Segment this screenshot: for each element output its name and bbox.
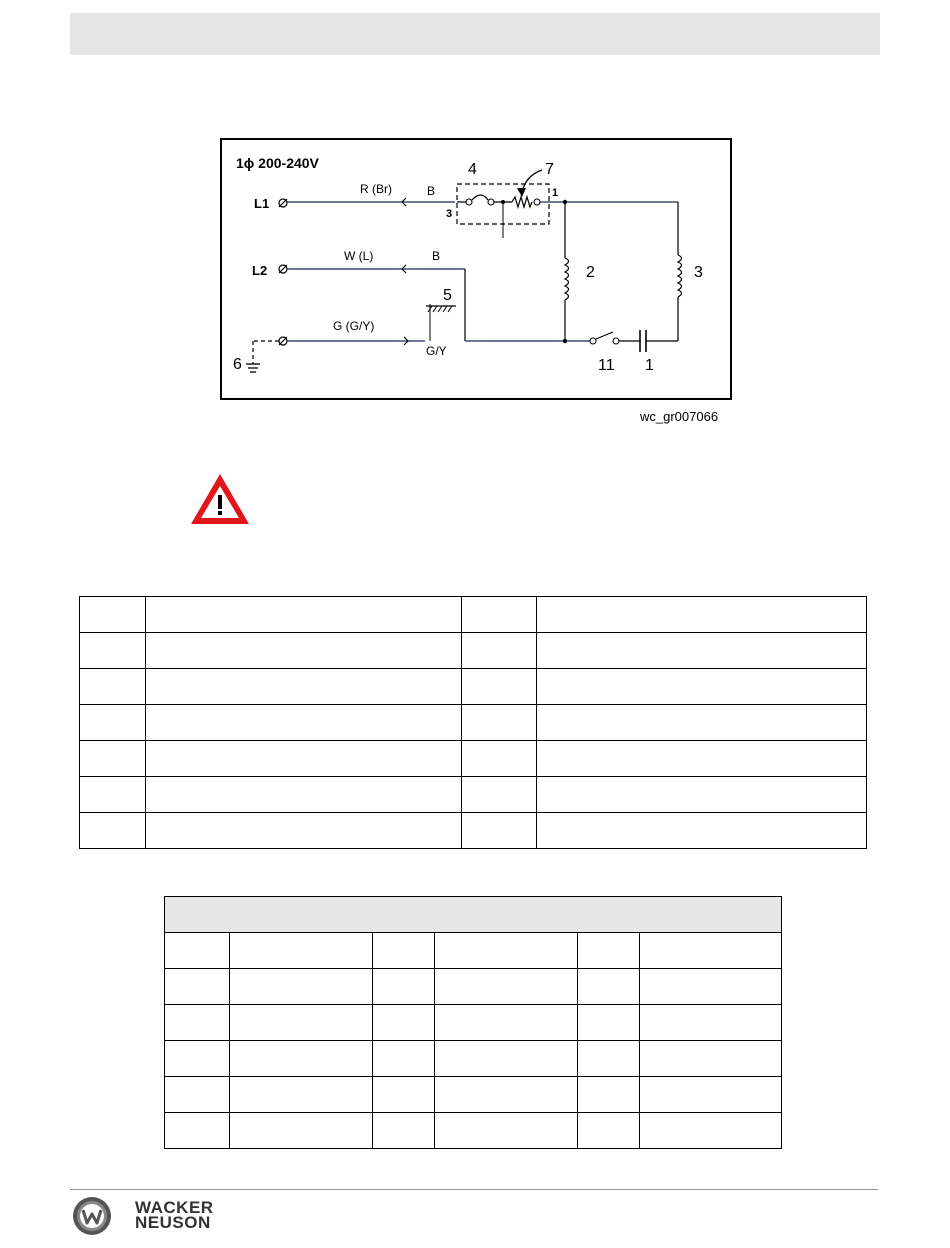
table-row — [165, 1041, 782, 1077]
callout-2: 2 — [586, 264, 595, 281]
callout-6: 6 — [233, 356, 242, 373]
warning-triangle-icon — [188, 471, 252, 527]
brand-line-2: NEUSON — [135, 1213, 211, 1232]
callout-11: 11 — [598, 357, 615, 374]
table-row — [80, 741, 867, 777]
table-row — [80, 705, 867, 741]
terminal-l1-label: L1 — [254, 196, 270, 211]
wire-label-gy: G/Y — [426, 344, 447, 358]
table-row — [165, 933, 782, 969]
table-row — [165, 969, 782, 1005]
table-row — [80, 669, 867, 705]
wire-label-w-l: W (L) — [344, 249, 374, 263]
callout-3: 3 — [694, 264, 703, 281]
wiring-diagram — [220, 138, 732, 400]
pin-3-label: 3 — [446, 208, 453, 220]
wire-label-b-top: B — [427, 184, 436, 198]
callout-5: 5 — [443, 287, 452, 304]
table-row — [80, 777, 867, 813]
brand-line-1: WACKER — [135, 1198, 214, 1217]
wire-label-b-mid: B — [432, 249, 441, 263]
wire-label-r-br: R (Br) — [360, 182, 392, 196]
callout-7: 7 — [545, 161, 554, 178]
table-row — [80, 597, 867, 633]
table-row — [80, 633, 867, 669]
wire-color-table — [164, 896, 782, 1149]
wire-label-g-gy: G (G/Y) — [333, 319, 375, 333]
brand-wordmark — [135, 1200, 214, 1230]
figure-id: wc_gr007066 — [640, 409, 719, 424]
table-row — [165, 1005, 782, 1041]
footer-divider — [70, 1189, 878, 1190]
table-row — [80, 813, 867, 849]
terminal-l2-label: L2 — [252, 263, 268, 278]
callout-4: 4 — [468, 161, 477, 178]
table-header-row — [165, 897, 782, 933]
table-row — [165, 1113, 782, 1149]
wacker-neuson-logo-icon — [72, 1196, 112, 1236]
legend-table — [79, 596, 867, 849]
page-header-bar — [70, 13, 880, 55]
callout-1: 1 — [645, 357, 654, 374]
phase-label: 1ϕ 200-240V — [236, 155, 319, 171]
pin-1-label: 1 — [552, 187, 559, 199]
table-row — [165, 1077, 782, 1113]
